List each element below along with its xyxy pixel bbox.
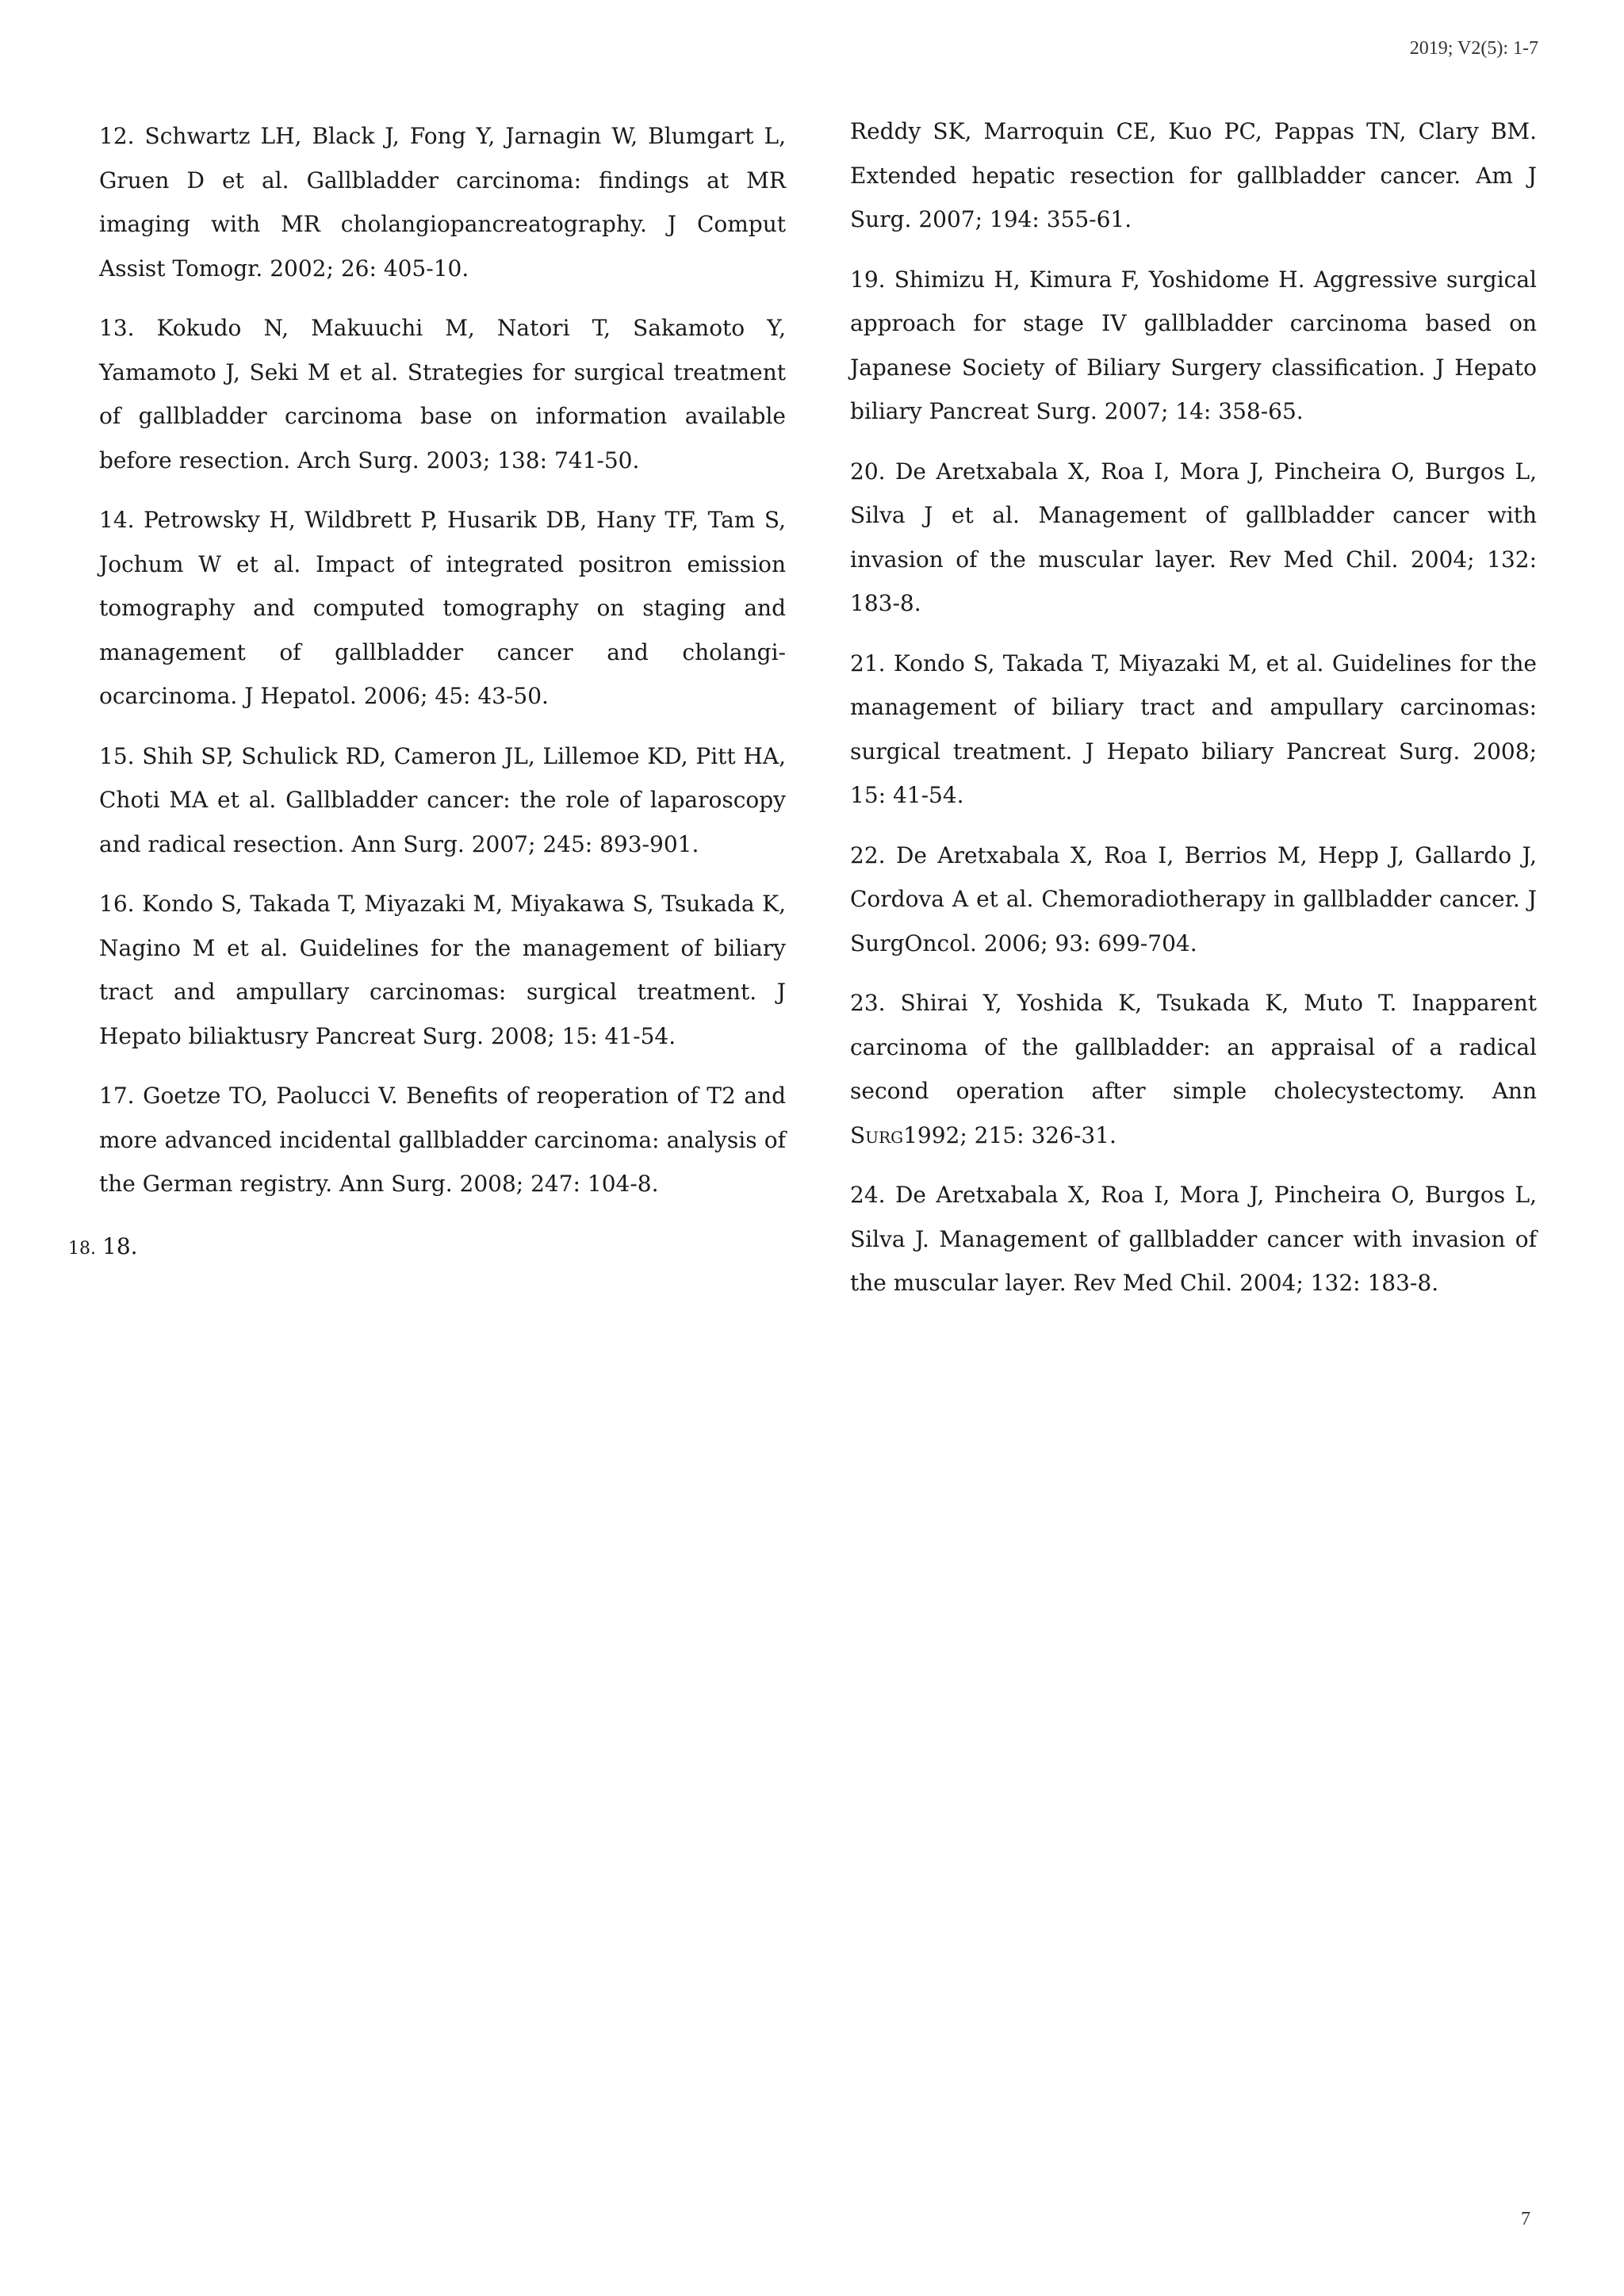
reference-21: 21. Kondo S, Takada T, Miyazaki M, et al. Guidelines for the management of biliary tract and ampullary carcinomas: surgical treatment. J Hepato biliary Pancreat Surg. 2008; 15: 41-54.	[850, 650, 1537, 808]
page-number: 7	[1521, 2209, 1530, 2229]
reference-22: 22. De Aretxabala X, Roa I, Berrios M, Hepp J, Gallardo J, Cordova A et al. Chemoradiotherapy in gallbladder cancer. J SurgOncol. 2006; 93: 699-704.	[850, 841, 1537, 956]
reference-18-continuation: Reddy SK, Marroquin CE, Kuo PC, Pappas TN, Clary BM. Extended hepatic resection for gallbladder cancer. Am J Surg. 2007; 194: 355-61.	[850, 118, 1537, 232]
reference-20: 20. De Aretxabala X, Roa I, Mora J, Pincheira O, Burgos L, Silva J et al. Management of gallbladder cancer with invasion of the muscular layer. Rev Med Chil. 2004; 132: 183-8.	[850, 458, 1537, 616]
reference-23-journal: Surg	[850, 1121, 904, 1148]
reference-12: 12. Schwartz LH, Black J, Fong Y, Jarnagin W, Blumgart L, Gruen D et al. Gallbladder carcinoma: findings at MR imaging with MR cholangiopancreatography. J Comput Assist Tomogr. 2002; 26: 405-10.	[99, 123, 786, 282]
reference-13: 13. Kokudo N, Makuuchi M, Natori T, Sakamoto Y, Yamamoto J, Seki M et al. Strategies for surgical treatment of gallbladder carcinoma base on information available before resection. Arch Surg. 2003; 138: 741-50.	[99, 315, 786, 473]
reference-15: 15. Shih SP, Schulick RD, Cameron JL, Lillemoe KD, Pitt HA, Choti MA et al. Gallbladder cancer: the role of laparoscopy and radical resection. Ann Surg. 2007; 245: 893-901.	[99, 742, 786, 857]
reference-16: 16. Kondo S, Takada T, Miyazaki M, Miyakawa S, Tsukada K, Nagino M et al. Guidelines for the management of biliary tract and ampullary carcinomas: surgical treatment. J Hepato biliaktusry Pancreat Surg. 2008; 15: 41-54.	[99, 891, 786, 1049]
running-header-citation: 2019; V2(5): 1-7	[1409, 38, 1538, 59]
reference-14: 14. Petrowsky H, Wildbrett P, Husarik DB, Hany TF, Tam S, Jochum W et al. Impact of integrated positron emission tomography and computed tomography on staging and management of gallbladder cancer and cholangi- ocarcinoma. J Hepatol. 2006; 45: 43-50.	[99, 507, 786, 709]
reference-23-text: 23. Shirai Y, Yoshida K, Tsukada K, Muto T. Inapparent carcinoma of the gallbladder: an appraisal of a radical second operation after simple cholecystectomy. Ann	[850, 990, 1537, 1104]
reference-18-stub	[68, 1233, 138, 1259]
left-reference-column	[99, 114, 786, 1222]
reference-23-details: 1992; 215: 326-31.	[903, 1121, 1116, 1148]
reference-24: 24. De Aretxabala X, Roa I, Mora J, Pincheira O, Burgos L, Silva J. Management of gallbladder cancer with invasion of the muscular layer. Rev Med Chil. 2004; 132: 183-8.	[850, 1182, 1537, 1296]
reference-17: 17. Goetze TO, Paolucci V. Benefits of reoperation of T2 and more advanced incidental gallbladder carcinoma: analysis of the German registry. Ann Surg. 2008; 247: 104-8.	[99, 1083, 786, 1197]
reference-18-number: 18.	[102, 1233, 138, 1259]
reference-18-list-marker: 18.	[68, 1239, 96, 1259]
right-reference-column	[850, 109, 1537, 1321]
reference-23	[850, 981, 1537, 1157]
reference-19: 19. Shimizu H, Kimura F, Yoshidome H. Aggressive surgical approach for stage IV gallbladder carcinoma based on Japanese Society of Biliary Surgery classification. J Hepato biliary Pancreat Surg. 2007; 14: 358-65.	[850, 266, 1537, 424]
